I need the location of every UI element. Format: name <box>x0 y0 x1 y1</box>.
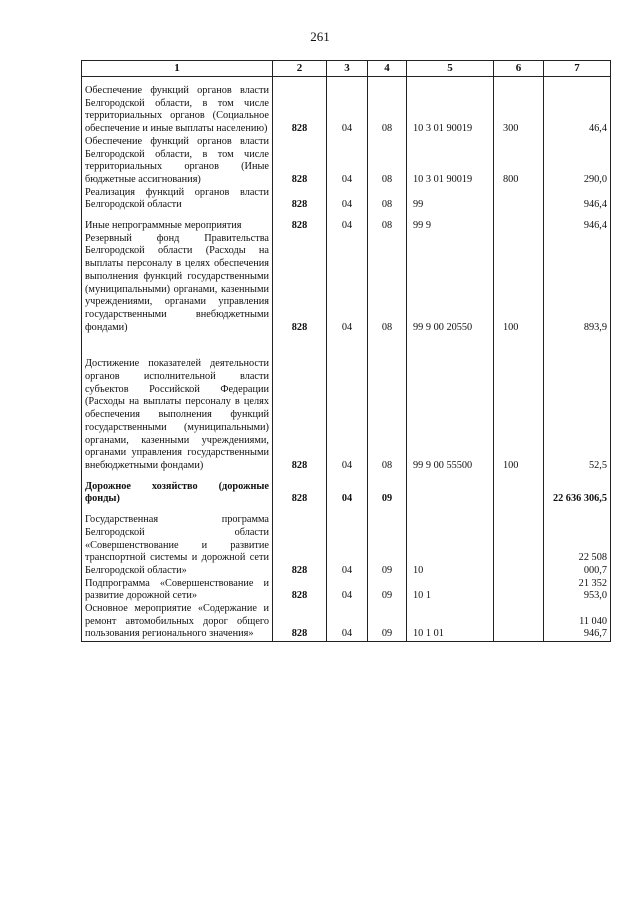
row-name: Достижение показателей деятельности органов исполнительной власти субъектов Российской Федерации (Расходы на выплаты персоналу в целях обеспечения выполнения функций государственными (муниципальными) органами, казенными учреждениями, органами управления государственными внебюджетными фондами) <box>82 334 273 472</box>
row-name: Обеспечение функций органов власти Белгородской области, в том числе территориальных органов (Иные бюджетные ассигнования) <box>82 136 273 187</box>
row-type: 300 <box>494 77 544 136</box>
table-row <box>82 136 611 187</box>
row-amount: 290,0 <box>544 136 611 187</box>
row-code: 828 <box>273 212 327 233</box>
row-section: 04 <box>327 603 368 642</box>
row-type <box>494 506 544 578</box>
row-code: 828 <box>273 334 327 472</box>
row-amount: 22 508 000,7 <box>544 506 611 578</box>
header-col-6: 6 <box>494 61 544 77</box>
row-amount: 893,9 <box>544 233 611 335</box>
table-row <box>82 473 611 506</box>
row-target: 10 <box>407 506 494 578</box>
table-row <box>82 233 611 335</box>
row-target: 10 3 01 90019 <box>407 136 494 187</box>
header-col-4: 4 <box>368 61 407 77</box>
row-subsection: 09 <box>368 578 407 603</box>
row-type <box>494 473 544 506</box>
row-amount: 46,4 <box>544 77 611 136</box>
row-type <box>494 212 544 233</box>
row-name: Реализация функций органов власти Белгородской области <box>82 187 273 212</box>
row-section: 04 <box>327 334 368 472</box>
row-section: 04 <box>327 578 368 603</box>
row-type <box>494 187 544 212</box>
budget-table <box>81 60 611 642</box>
row-subsection: 09 <box>368 473 407 506</box>
row-subsection: 08 <box>368 212 407 233</box>
row-code: 828 <box>273 187 327 212</box>
row-target: 10 3 01 90019 <box>407 77 494 136</box>
row-type <box>494 603 544 642</box>
row-name: Резервный фонд Правительства Белгородской области (Расходы на выплаты персоналу в целях обеспечения выполнения функций государственными (муниципальными) органами, казенными учреждениями, органами управления государственными внебюджетными фондами) <box>82 233 273 335</box>
row-subsection: 08 <box>368 77 407 136</box>
row-amount: 946,4 <box>544 187 611 212</box>
row-amount: 11 040 946,7 <box>544 603 611 642</box>
row-section: 04 <box>327 77 368 136</box>
row-name: Государственная программа Белгородской области «Совершенствование и развитие транспортной системы и дорожной сети Белгородской области» <box>82 506 273 578</box>
row-target: 99 9 00 55500 <box>407 334 494 472</box>
row-amount: 21 352 953,0 <box>544 578 611 603</box>
row-code: 828 <box>273 506 327 578</box>
page-number: 261 <box>310 29 330 44</box>
header-col-1: 1 <box>82 61 273 77</box>
row-target: 99 <box>407 187 494 212</box>
header-col-3: 3 <box>327 61 368 77</box>
row-subsection: 08 <box>368 233 407 335</box>
header-col-5: 5 <box>407 61 494 77</box>
row-section: 04 <box>327 506 368 578</box>
row-amount: 946,4 <box>544 212 611 233</box>
row-code: 828 <box>273 233 327 335</box>
row-section: 04 <box>327 473 368 506</box>
table-row <box>82 77 611 136</box>
row-code: 828 <box>273 77 327 136</box>
table-row <box>82 578 611 603</box>
row-target <box>407 473 494 506</box>
row-subsection: 08 <box>368 187 407 212</box>
row-target: 10 1 01 <box>407 603 494 642</box>
row-type: 800 <box>494 136 544 187</box>
row-target: 99 9 00 20550 <box>407 233 494 335</box>
row-name: Иные непрограммные мероприятия <box>82 212 273 233</box>
row-code: 828 <box>273 136 327 187</box>
row-subsection: 08 <box>368 334 407 472</box>
row-code: 828 <box>273 578 327 603</box>
row-section: 04 <box>327 187 368 212</box>
table-row <box>82 212 611 233</box>
row-type: 100 <box>494 334 544 472</box>
table-row <box>82 603 611 642</box>
row-section: 04 <box>327 233 368 335</box>
row-amount: 22 636 306,5 <box>544 473 611 506</box>
row-section: 04 <box>327 136 368 187</box>
row-code: 828 <box>273 603 327 642</box>
row-subsection: 09 <box>368 603 407 642</box>
table-header-row <box>82 61 611 77</box>
row-subsection: 08 <box>368 136 407 187</box>
row-type <box>494 578 544 603</box>
header-col-7: 7 <box>544 61 611 77</box>
row-code: 828 <box>273 473 327 506</box>
row-name: Дорожное хозяйство (дорожные фонды) <box>82 473 273 506</box>
table-row <box>82 334 611 472</box>
row-amount: 52,5 <box>544 334 611 472</box>
header-col-2: 2 <box>273 61 327 77</box>
row-target: 99 9 <box>407 212 494 233</box>
row-type: 100 <box>494 233 544 335</box>
row-name: Подпрограмма «Совершенствование и развитие дорожной сети» <box>82 578 273 603</box>
row-name: Обеспечение функций органов власти Белгородской области, в том числе территориальных органов (Социальное обеспечение и иные выплаты населению) <box>82 77 273 136</box>
table-row <box>82 506 611 578</box>
row-name: Основное мероприятие «Содержание и ремонт автомобильных дорог общего пользования регионального значения» <box>82 603 273 642</box>
table-row <box>82 187 611 212</box>
row-subsection: 09 <box>368 506 407 578</box>
row-section: 04 <box>327 212 368 233</box>
row-target: 10 1 <box>407 578 494 603</box>
